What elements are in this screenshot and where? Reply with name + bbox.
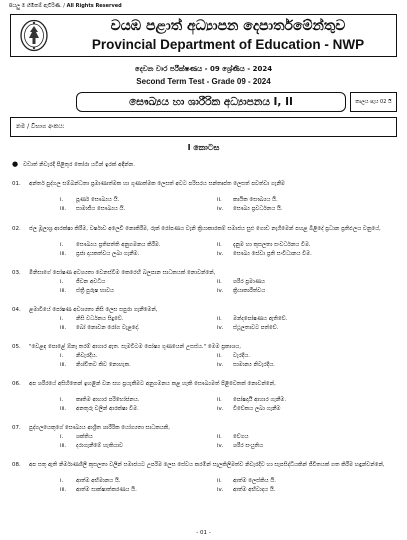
option-1[interactable]: i. නිවැරදිය. [60,353,98,359]
option-2[interactable]: ii. ආත්ම ලෙස්කිය යි. [217,478,277,484]
option-3[interactable]: iii. ප්‍රජා දායකත්වය ලබා ගැනීම. [60,251,140,257]
option-2[interactable]: ii. පෝෂදායී ආහාර ගැනීම. [217,397,287,403]
instruction-text: වඩාත් නිවැරදි පිළිතුර තෝරා යටින් ඉරක් අඳින්න. [23,162,135,168]
option-2[interactable]: ii. දැනුම හා කුසලතා සංවර්ධනය වීම. [217,242,311,248]
option-1[interactable]: i. පූර්ණ සෞඛ්‍යය යි. [60,197,120,203]
option-2[interactable]: ii. වේගය [217,434,249,440]
option-4[interactable]: iv. විවේකය ලබා ගැනීම [217,406,281,412]
option-4[interactable]: iv. ක්‍රියාකාරීත්වය [217,288,266,294]
instruction [12,160,135,169]
question-text: ජල මූලාශ්‍ර ආරක්ෂා කිරීම, වර්ෂාව අලෙවි නොකිරීම, රුක් රෝපණය වැනි ක්‍රියාකාරකම් සමාජය සුළු ගොඩ නැගීමෙන් පහළ බිළිදේ ප්‍රධාන ප්‍රතිඵලය වනුයේ, [29,226,381,232]
question-text: ළමාවියේ පෝෂණ අවශ්‍යතා නිසි ලෙස සපුරා ගැනීමෙන්, [29,307,158,313]
department-title-en: Provincial Department of Education - NWP [91,37,365,52]
name-index-field[interactable] [10,117,397,137]
option-3[interactable]: iii. නිශ්චිතව කිව නොහැක. [60,362,131,368]
option-1[interactable]: i. නිසි වර්ධනය සිදුවේ. [60,316,124,322]
option-2[interactable]: ii. ශරීර ප්‍රමාණය [217,279,265,285]
time-allowed: කාලය පැය 02 යි [350,92,397,112]
option-1[interactable]: i. ජීවන අවධිය [60,279,106,285]
option-2[interactable]: ii. කායික සෞඛ්‍යය යි. [217,197,278,203]
option-1[interactable]: i. කෘතිම ආහාර පරිභෝජනය. [60,397,140,403]
subject-title: සෞඛ්‍යය හා ශාරීරික අධ්‍යාපනය I, II [76,92,346,112]
question-text: අප සතු ඇති නිර්මාණශීලී කුසලතා වලින් සමාජයට උපරිම ලෙස සේවය කරමින් සැලකිලිමත්ව නිවැරදිව හා සැපසිද්ධියකින් ජීවිතයක් ගත කිරීම හඳුන්වන්නේ, [29,462,385,468]
exam-title-en: Second Term Test - Grade 09 - 2024 [136,77,271,86]
question-text: අප ශරීරයේ අසිහිතෙන් ඉහළින් වන සහ ප්‍රයැකීමට අනුගමනය කළ හැකි සෞඛ්‍යමත් පිළිවෙතක් නොවන්නේ, [29,381,276,387]
option-1[interactable]: i. සෞඛ්‍යය ප්‍රතිපත්ති අනුගමනය කිරීම. [60,242,161,248]
provincial-crest-icon [19,19,49,52]
option-2[interactable]: ii. වැරදිය. [217,353,250,359]
part-title: I කොටස [187,143,220,152]
rights-en: All Rights Reserved [66,3,122,9]
option-3[interactable]: iii. ආත්ම සාක්ෂාත්කරණය යි. [60,487,137,493]
option-4[interactable]: iv. සෞඛ්‍ය සේවා ප්‍රති සංවිධානය වීම. [217,251,312,257]
question-text: අන්තර් පුද්ගල සම්බන්ධතා ප්‍රමාණාත්මක හා ගුණාත්මක ලෙසත් අවට පරිසරය සන්තෘප්ත ලෙසත් පවත්වා ගැනීම [29,181,285,187]
rights-si: සියලු ම හිමිකම් ඇවිරිණි. / [9,3,65,9]
question-number: 05. [12,344,21,350]
option-3[interactable]: iii. සාමාජීය සෞඛ්‍යය යි. [60,206,126,212]
bullet-icon: ● [12,160,19,168]
option-1[interactable]: i. ශක්තිය [60,434,93,440]
question-number: 08. [12,462,21,468]
option-3[interactable]: iii. දරාගැනීමේ හැකියාව [60,443,124,449]
option-4[interactable]: iv. ස්ථූලතාවට පත්වේ. [217,325,279,331]
option-2[interactable]: ii. මන්දපෝෂණය ඇතිවේ. [217,316,288,322]
option-4[interactable]: iv. ආත්ම අභිවාදය යි. [217,487,276,493]
exam-title-si: දෙවන වාර පරීක්ෂණය - 09 ශ්‍රේණිය - 2024 [134,65,273,73]
question-text: මිනිසාගේ පෝෂණ අවශ්‍යතා වෙනස්වීම කෙරෙහි බලපාන සාධකයක් නොවන්නේ, [29,270,216,276]
question-text: "වෙළඳ පොළේ ඕනෑ තරම් ආහාර ඇත. සැමවිටම පෝෂ්‍ය ගුණයෙන් උසස්ය." මෙම ප්‍රකාශය, [29,344,241,350]
department-title-si: වයඹ පළාත් අධ්‍යාපන දෙපාර්තමේන්තුව [110,18,346,34]
question-number: 02. [12,226,21,232]
option-4[interactable]: iv. සෞඛ්‍ය ප්‍රවර්ධනය යි. [217,206,283,212]
option-3[interactable]: iii. අනතුරු වලින් ආරක්ෂා වීම. [60,406,139,412]
question-number: 01. [12,181,21,187]
question-number: 03. [12,270,21,276]
option-3[interactable]: iii. ස්ත්‍රී පුරුෂ භාවය [60,288,115,294]
question-text: පුද්ගලයෙකුගේ සෞඛ්‍යය ආශ්‍රිත ශාරීරික යෝග්‍යතා සාධකයකි, [29,425,170,431]
name-index-label: නම / විභාග අංකය: [16,123,65,130]
question-number: 07. [12,425,21,431]
option-4[interactable]: iv. ශරීර සංයුතිය [217,443,264,449]
question-number: 04. [12,307,21,313]
option-4[interactable]: iv. සාමාන්‍ය නිවැරදිය. [217,362,275,368]
option-1[interactable]: i. ආත්ම අභිමානය යි. [60,478,121,484]
department-header [10,14,397,57]
question-number: 06. [12,381,21,387]
option-3[interactable]: iii. බෝ නොවන රෝග වැළදේ. [60,325,140,331]
page-number: - 01 - [196,530,211,536]
copyright-notice [9,3,122,9]
